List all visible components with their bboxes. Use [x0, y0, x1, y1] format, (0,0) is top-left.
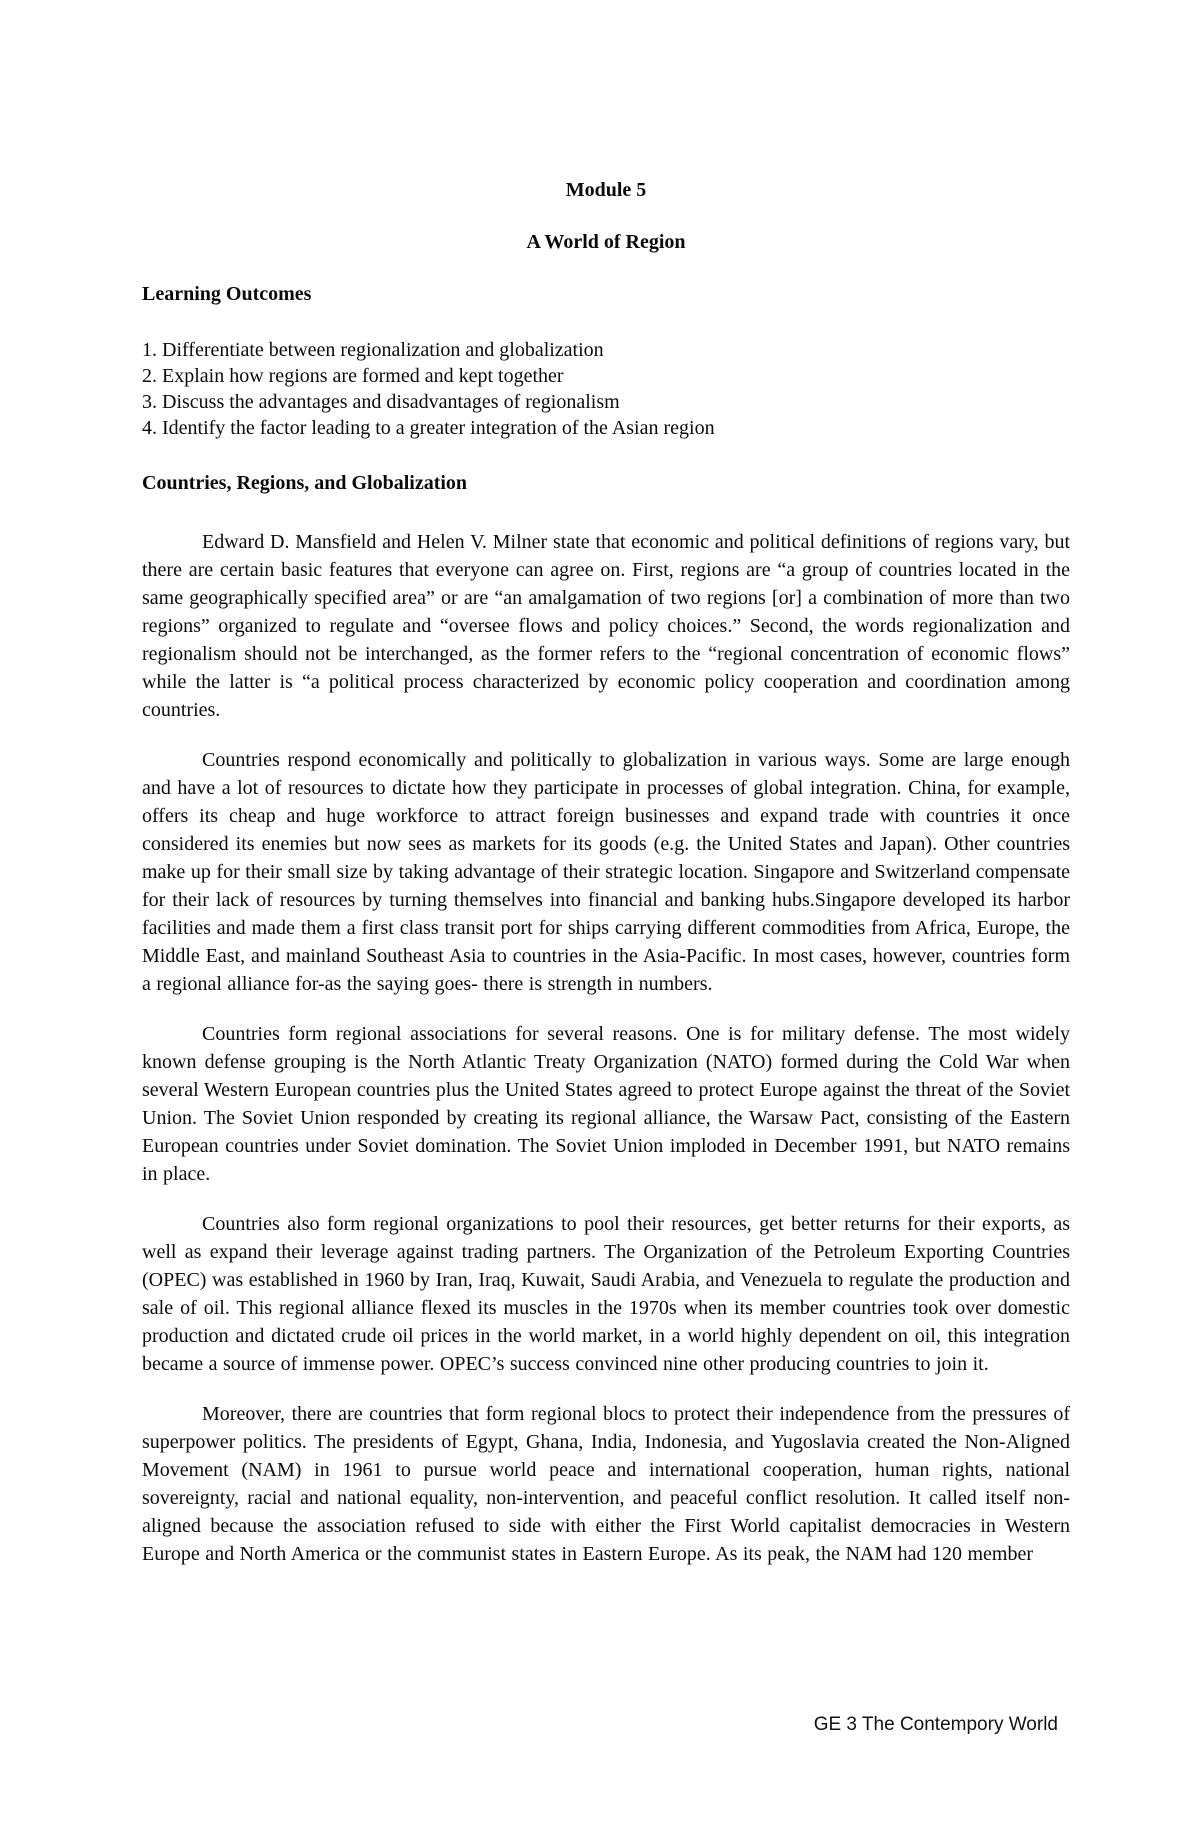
page-footer: GE 3 The Contempory World	[813, 1714, 1058, 1735]
learning-outcomes-list	[142, 337, 1070, 441]
learning-outcome-item-1: 1. Differentiate between regionalization and globalization	[142, 339, 604, 361]
learning-outcome-item-4: 4. Identify the factor leading to a greater integration of the Asian region	[142, 417, 715, 439]
learning-outcomes-heading: Learning Outcomes	[142, 283, 312, 305]
body-paragraph-1: Edward D. Mansfield and Helen V. Milner state that economic and political definitions of regions vary, but there are certain basic features that everyone can agree on. First, regions are “a group of countries located in the same geographically specified area” or are “an amalgamation of two regions [or] a combination of more than two regions” organized to regulate and “oversee flows and policy choices.” Second, the words regionalization and regionalism should not be interchanged, as the former refers to the “regional concentration of economic flows” while the latter is “a political process characterized by economic policy cooperation and coordination among countries.	[142, 531, 1070, 721]
body-paragraph-3: Countries form regional associations for several reasons. One is for military defense. The most widely known defense grouping is the North Atlantic Treaty Organization (NATO) formed during the Cold War when several Western European countries plus the United States agreed to protect Europe against the threat of the Soviet Union. The Soviet Union responded by creating its regional alliance, the Warsaw Pact, consisting of the Eastern European countries under Soviet domination. The Soviet Union imploded in December 1991, but NATO remains in place.	[142, 1023, 1070, 1185]
learning-outcome-item-2: 2. Explain how regions are formed and kept together	[142, 365, 564, 387]
document-subtitle: A World of Region	[526, 231, 686, 253]
body-paragraph-2: Countries respond economically and politically to globalization in various ways. Some are large enough and have a lot of resources to dictate how they participate in processes of global integration. China, for example, offers its cheap and huge workforce to attract foreign businesses and expand trade with countries it once considered its enemies but now sees as markets for its goods (e.g. the United States and Japan). Other countries make up for their small size by taking advantage of their strategic location. Singapore and Switzerland compensate for their lack of resources by turning themselves into financial and banking hubs.Singapore developed its harbor facilities and made them a first class transit port for ships carrying different commodities from Africa, Europe, the Middle East, and mainland Southeast Asia to countries in the Asia-Pacific. In most cases, however, countries form a regional alliance for-as the saying goes- there is strength in numbers.	[142, 749, 1070, 995]
document-content	[142, 178, 1070, 1590]
module-title: Module 5	[565, 179, 647, 201]
learning-outcome-item-3: 3. Discuss the advantages and disadvantages of regionalism	[142, 391, 620, 413]
body-paragraph-4: Countries also form regional organizations to pool their resources, get better returns for their exports, as well as expand their leverage against trading partners. The Organization of the Petroleum Exporting Countries (OPEC) was established in 1960 by Iran, Iraq, Kuwait, Saudi Arabia, and Venezuela to regulate the production and sale of oil. This regional alliance flexed its muscles in the 1970s when its member countries took over domestic production and dictated crude oil prices in the world market, in a world highly dependent on oil, this integration became a source of immense power. OPEC’s success convinced nine other producing countries to join it.	[142, 1213, 1070, 1375]
section-heading: Countries, Regions, and Globalization	[142, 472, 468, 494]
body-paragraph-5: Moreover, there are countries that form regional blocs to protect their independence from the pressures of superpower politics. The presidents of Egypt, Ghana, India, Indonesia, and Yugoslavia created the Non-Aligned Movement (NAM) in 1961 to pursue world peace and international cooperation, human rights, national sovereignty, racial and national equality, non-intervention, and peaceful conflict resolution. It called itself non-aligned because the association refused to side with either the First World capitalist democracies in Western Europe and North America or the communist states in Eastern Europe. As its peak, the NAM had 120 member	[142, 1403, 1070, 1565]
